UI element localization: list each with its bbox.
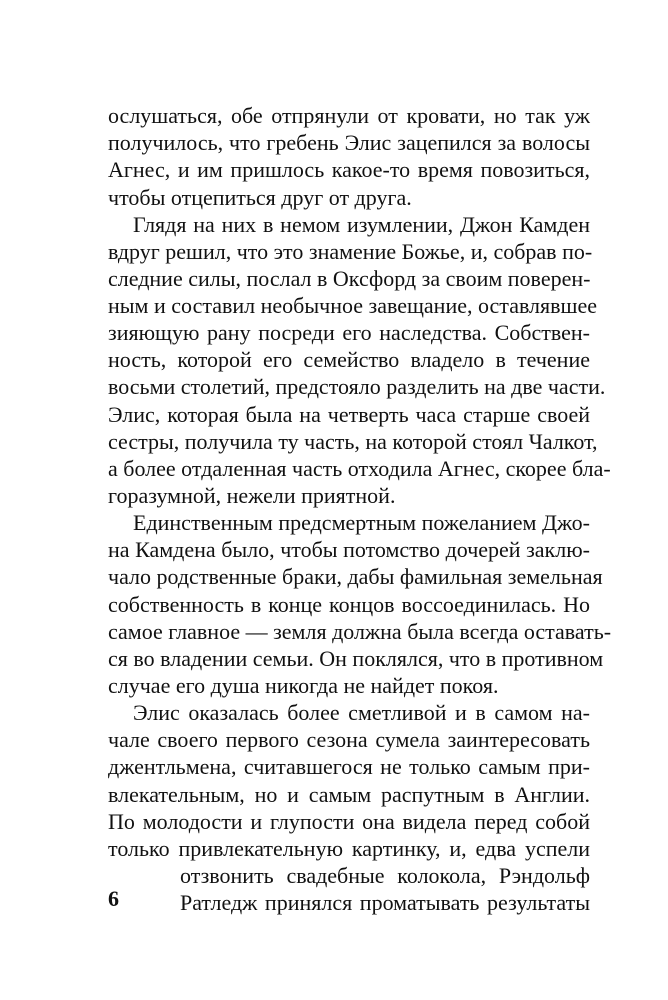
text-line-20: самое главное — земля должна была всегда оставать- [108,619,612,644]
text-line-10: ность, которой его семейство владело в течение [108,347,590,372]
text-line-13: сестры, получила ту часть, на которой стоял Чалкот, [108,429,598,454]
text-line-2: получилось, что гребень Элис зацепился за волосы [108,130,590,155]
page-number: 6 [108,886,119,911]
text-line-8: ным и составил необычное завещание, оставлявшее [108,293,598,318]
text-line-16: Единственным предсмертным пожеланием Джо- [133,510,590,535]
text-line-25: джентльмена, считавшегося не только самым при- [108,754,590,779]
text-line-28: только привлекательную картинку, и, едва успели [108,836,590,861]
text-line-4: чтобы отцепиться друг от друга. [108,185,412,210]
text-line-7: следние силы, послал в Оксфорд за своим поверен- [108,266,591,291]
text-line-17: на Камдена было, чтобы потомство дочерей заклю- [108,537,590,562]
text-line-24: чале своего первого сезона сумела заинтересовать [108,727,590,752]
text-line-15: горазумной, нежели приятной. [108,483,396,508]
text-line-26: влекательным, но и самым распутным в Англии. [108,782,590,807]
text-line-21: ся во владении семьи. Он поклялся, что в противном [108,646,604,671]
text-line-18: чало родственные браки, дабы фамильная земельная [108,564,603,589]
text-line-19: собственность в конце концов воссоединилась. Но [108,592,590,617]
text-line-30: Ратледж принялся проматывать результаты [180,890,590,915]
text-line-14: а более отдаленная часть отходила Агнес, скорее бла- [108,456,611,481]
text-line-29: отзвонить свадебные колокола, Рэндольф [180,863,590,888]
text-line-11: восьми столетий, предстояло разделить на две части. [108,374,606,399]
text-line-5: Глядя на них в немом изумлении, Джон Камден [133,212,590,237]
text-line-27: По молодости и глупости она видела перед собой [108,809,590,834]
text-line-1: ослушаться, обе отпрянули от кровати, но так уж [108,103,590,128]
text-line-12: Элис, которая была на четверть часа старше своей [108,402,590,427]
text-line-6: вдруг решил, что это знамение Божье, и, собрав по- [108,239,593,264]
text-line-9: зияющую рану посреди его наследства. Собствен- [108,320,590,345]
text-line-3: Агнес, и им пришлось какое-то время повозиться, [108,157,590,182]
text-line-23: Элис оказалась более сметливой и в самом на- [133,700,590,725]
text-line-22: случае его душа никогда не найдет покоя. [108,673,499,698]
